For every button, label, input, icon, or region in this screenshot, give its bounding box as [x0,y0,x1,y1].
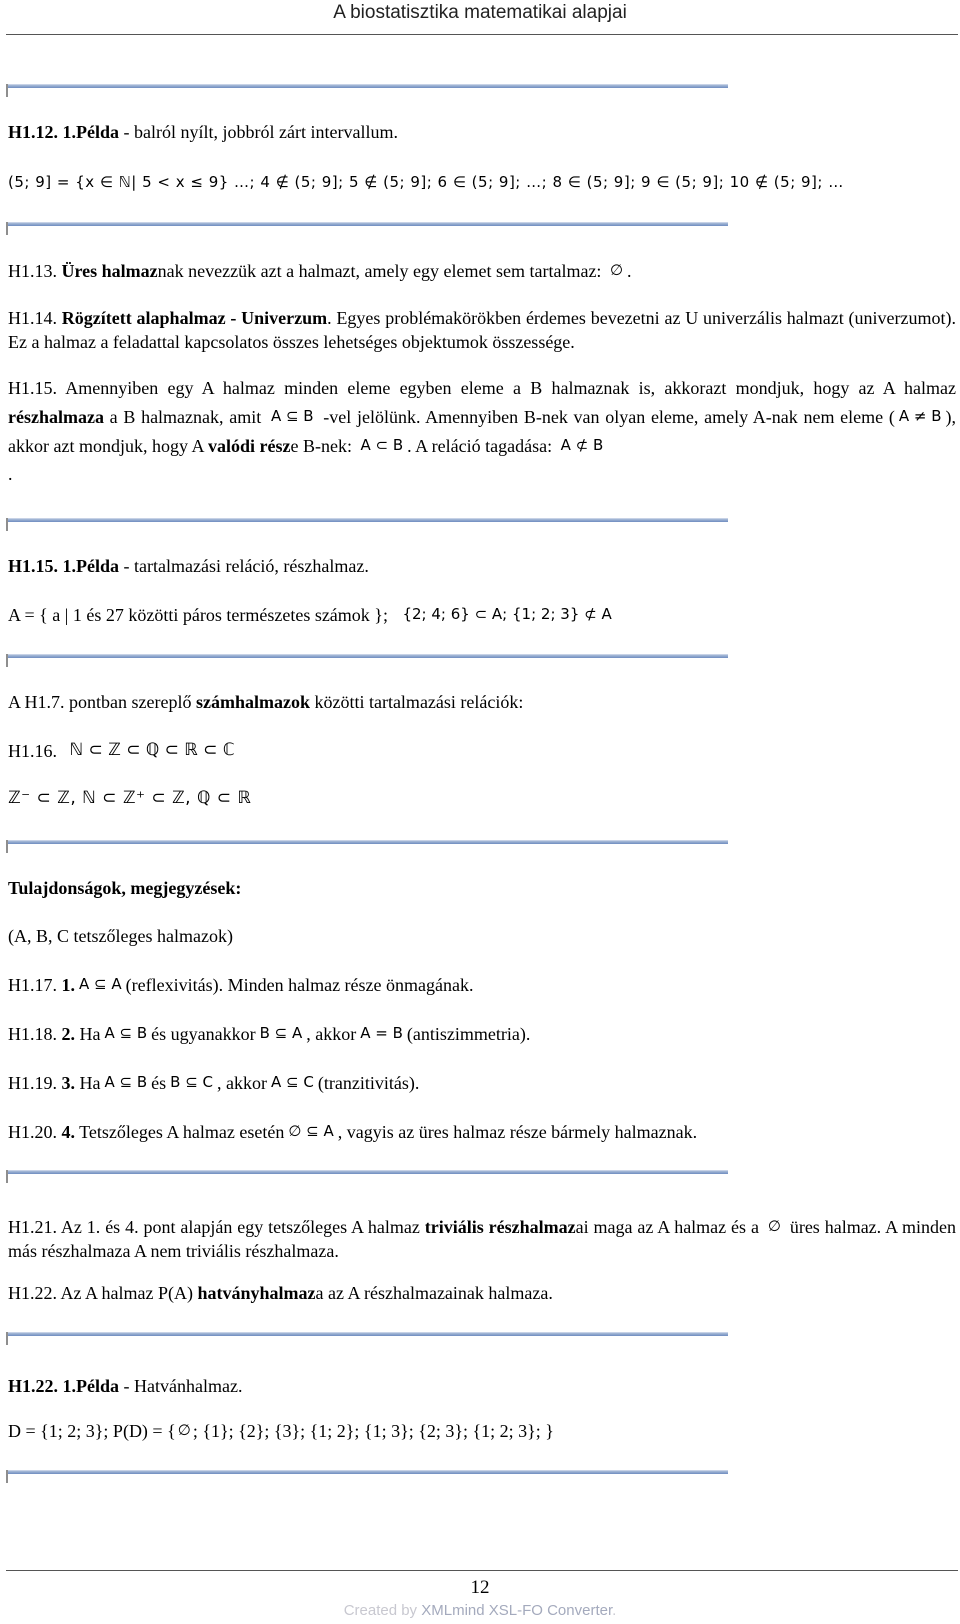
generator-credit: Created by XMLmind XSL-FO Converter. [343,1602,617,1619]
power-set-example: D = {1; 2; 3}; P(D) = { ∅ ; {1}; {2}; {3}; {1; 2}; {1; 3}; {2; 3}; {1; 2; 3}; } [8,1418,956,1443]
proper-subset-formula: A ⊂ B [360,436,404,454]
term-subset: részhalmaza [8,407,104,427]
empty-subset-formula: ∅ ⊆ A [288,1122,334,1140]
properties-subtitle: (A, B, C tetszőleges halmazok) [8,926,233,946]
separator [6,1332,728,1345]
term-proper-subset: valódi rész [207,436,291,456]
empty-set-symbol: ∅ [767,1217,781,1235]
properties-title: Tulajdonságok, megjegyzések: [8,878,242,898]
formula-b-subset-a: B ⊆ A [259,1024,303,1042]
property-h1-19: H1.19. 3. Ha A ⊆ B és B ⊆ C , akkor A ⊆ C (tranzitivitás). [8,1070,956,1095]
header-rule [6,34,958,35]
not-subset-formula: A ⊄ B [560,436,604,454]
property-h1-20: H1.20. 4. Tetszőleges A halmaz esetén ∅ ⊆ A , vagyis az üres halmaz része bármely halmaznak. [8,1119,956,1144]
formula-a-subset-b: A ⊆ B [104,1073,148,1091]
number-set-relations-formula: ℤ⁻ ⊂ ℤ, ℕ ⊂ ℤ⁺ ⊂ ℤ, ℚ ⊂ ℝ [8,788,252,808]
example-title: - Hatvánhalmaz. [119,1376,243,1396]
interval-formula: (5; 9] = {x ∈ ℕ| 5 < x ≤ 9} …; 4 ∉ (5; 9]; 5 ∉ (5; 9]; 6 ∈ (5; 9]; …; 8 ∈ (5; 9]; 9 ∈ (5; 9]; 10 ∉ (5; 9]; … [8,173,844,191]
term-empty-set: Üres halmaz [61,261,158,281]
empty-set-symbol: ∅ [609,261,624,279]
not-equal-formula: A ≠ B [898,407,942,425]
subset-example-formula: {2; 4; 6} ⊂ A; {1; 2; 3} ⊄ A [402,605,612,623]
number-set-chain-formula: ℕ ⊂ ℤ ⊂ ℚ ⊂ ℝ ⊂ ℂ [69,740,235,760]
property-h1-18: H1.18. 2. Ha A ⊆ B és ugyanakkor B ⊆ A , akkor A = B (antiszimmetria). [8,1021,956,1046]
number-sets-intro: A H1.7. pontban szereplő számhalmazok közötti tartalmazási relációk: [8,692,524,712]
example-heading [8,554,956,578]
running-header: A biostatisztika matematikai alapjai [333,2,627,23]
example-line: A = { a | 1 és 27 közötti páros természetes számok }; {2; 4; 6} ⊂ A; {1; 2; 3} ⊄ A [8,602,956,627]
formula-a-equals-b: A = B [360,1024,403,1042]
separator [6,840,728,853]
page-number: 12 [470,1577,490,1598]
term-trivial-subset: triviális részhalmaz [424,1217,576,1237]
subset-formula: A ⊆ B [270,407,314,425]
separator [6,84,728,97]
formula-b-subset-c: B ⊆ C [170,1073,214,1091]
term-number-sets: számhalmazok [195,692,310,712]
separator [6,1170,728,1183]
separator [6,518,728,531]
example-title: - tartalmazási reláció, részhalmaz. [119,556,369,576]
example-title: - balról nyílt, jobbról zárt intervallum. [119,122,398,142]
example-id: H1.15. 1. [8,556,77,576]
definition-h1-21: H1.21. Az 1. és 4. pont alapján egy tetszőleges A halmaz triviális részhalmazai maga az A halmaz és a ∅ üres halmaz. A minden más részhalmaza A nem triviális részhalmaza. [8,1214,956,1263]
footer-rule [6,1570,958,1571]
example-word: Példa [76,1376,120,1396]
separator [6,654,728,667]
generator-link[interactable]: XMLmind XSL-FO Converter [421,1602,613,1619]
definition-h1-15: H1.15. Amennyiben egy A halmaz minden eleme egyben eleme a B halmaznak is, akkorazt mondjuk, hogy az A halmaz részhalmaza a B halmaznak, amit A ⊆ B -vel jelölünk. Amennyiben B-nek van olyan eleme, amely A-nak nem eleme ( A ≠ B ), akkor azt mondjuk, hogy A valódi része B-nek: A ⊂ B . A reláció tagadása: A ⊄ B . [8,378,957,484]
separator [6,222,728,235]
term-power-set: hatványhalmaz [197,1283,316,1303]
definition-h1-16: H1.16. ℕ ⊂ ℤ ⊂ ℚ ⊂ ℝ ⊂ ℂ [8,740,235,761]
separator [6,1470,728,1483]
example-id: H1.22. 1. [8,1376,77,1396]
example-word: Példa [76,556,120,576]
property-h1-17: H1.17. 1. A ⊆ A (reflexivitás). Minden halmaz része önmagának. [8,972,956,997]
formula-a-subset-c: A ⊆ C [271,1073,314,1091]
formula-a-subset-b: A ⊆ B [104,1024,148,1042]
term-universe: Rögzített alaphalmaz - Univerzum [61,308,328,328]
definition-h1-14: H1.14. Rögzített alaphalmaz - Univerzum. Egyes problémakörökben érdemes bevezetni az U univerzális halmazt (univerzumot). Ez a halmaz a feladattal kapcsolatos összes lehetséges objektumok összessége. [8,308,956,352]
example-id: H1.12. 1. [8,122,77,142]
example-word: Példa [76,122,120,142]
example-heading [8,120,956,144]
example-heading [8,1374,956,1398]
reflexive-formula: A ⊆ A [79,975,122,993]
definition-h1-13: H1.13. Üres halmaznak nevezzük azt a halmazt, amely egy elemet sem tartalmaz: ∅ . [8,258,956,283]
empty-set-symbol: ∅ [177,1421,191,1439]
definition-h1-22: H1.22. Az A halmaz P(A) hatványhalmaza az A részhalmazainak halmaza. [8,1283,553,1303]
